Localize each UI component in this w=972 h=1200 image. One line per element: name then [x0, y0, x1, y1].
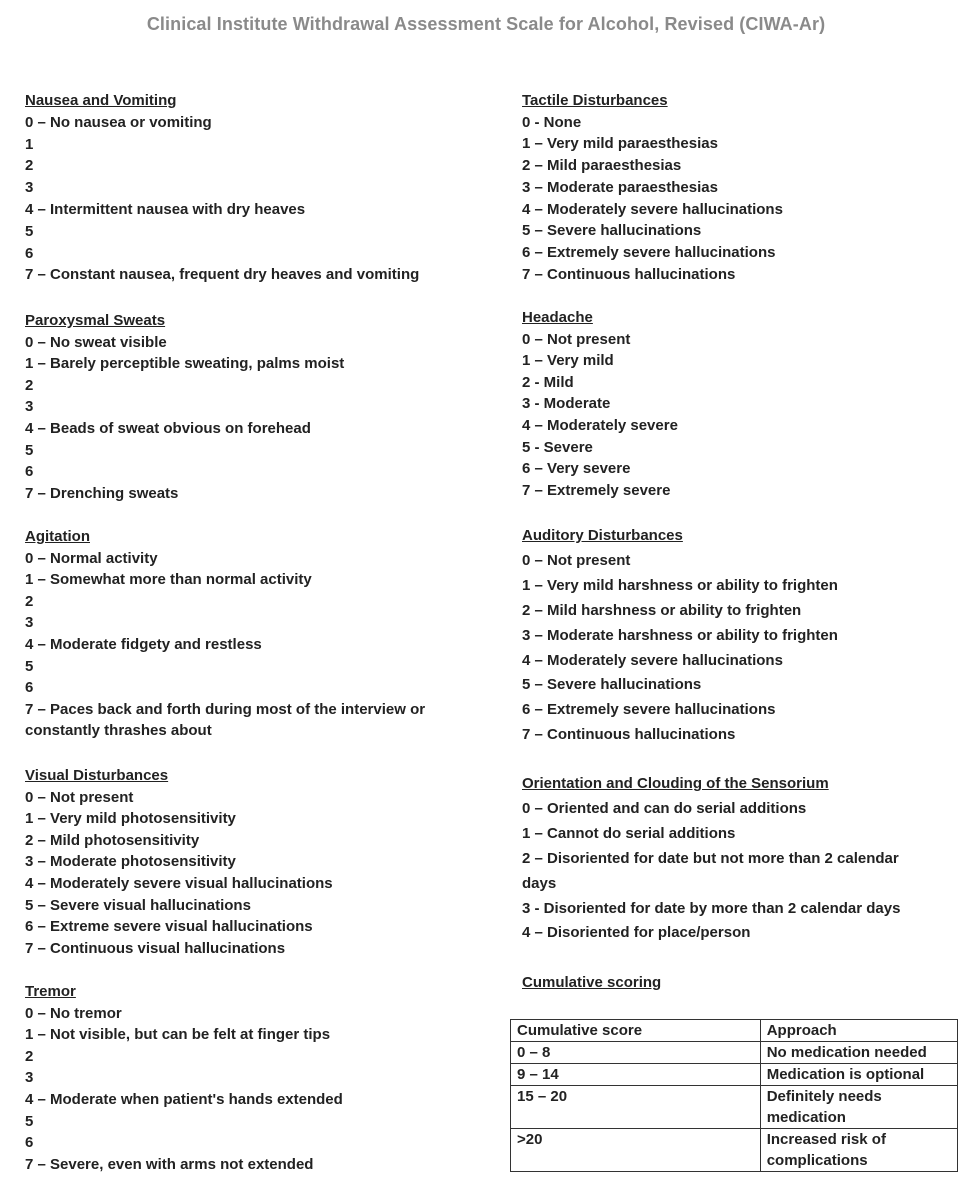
score-item: 0 – Not present: [522, 330, 631, 348]
section-heading: Headache: [522, 309, 593, 326]
table-row: [511, 1064, 958, 1086]
score-item: 7 – Paces back and forth during most of the interview or: [25, 700, 426, 718]
score-item: 7 – Continuous visual hallucinations: [25, 939, 286, 957]
table-cell: >20: [511, 1129, 761, 1172]
score-item: 3: [25, 179, 34, 197]
score-item: 5: [25, 441, 34, 459]
score-item: 7 – Severe, even with arms not extended: [25, 1155, 314, 1173]
section-heading: Visual Disturbances: [25, 767, 169, 784]
score-item: 2 – Mild photosensitivity: [25, 831, 200, 849]
section-heading: Auditory Disturbances: [522, 527, 683, 544]
cumulative-score-table: [510, 1019, 958, 1172]
score-item: 6 – Extreme severe visual hallucinations: [25, 918, 313, 936]
score-item: 5 – Severe hallucinations: [522, 222, 702, 240]
score-item: 1 – Not visible, but can be felt at finger tips: [25, 1026, 331, 1044]
score-item: 1 – Cannot do serial additions: [522, 824, 736, 842]
section-nausea-and-vomiting: [25, 90, 419, 286]
section-cumulative-scoring: [522, 972, 661, 994]
score-item: 0 – Not present: [25, 788, 134, 806]
score-item: 0 – Not present: [522, 551, 631, 569]
score-item: 5 – Severe visual hallucinations: [25, 896, 251, 914]
score-item: 4 – Intermittent nausea with dry heaves: [25, 200, 306, 218]
section-auditory-disturbances: [522, 524, 838, 748]
score-item: 0 – Normal activity: [25, 549, 158, 567]
score-item: 6: [25, 679, 34, 697]
score-item: 4 – Moderately severe hallucinations: [522, 651, 783, 669]
score-item: 2 – Mild harshness or ability to frighten: [522, 601, 802, 619]
table-cell: Medication is optional: [760, 1064, 957, 1086]
score-item: 3 – Moderate harshness or ability to frighten: [522, 626, 838, 644]
score-item: 3 – Moderate photosensitivity: [25, 853, 236, 871]
score-item: 1: [25, 135, 34, 153]
score-item: 2: [25, 592, 34, 610]
section-heading: Tremor: [25, 983, 76, 1000]
score-item: 3 - Disoriented for date by more than 2 calendar days: [522, 899, 901, 917]
score-item: 0 – No nausea or vomiting: [25, 113, 212, 131]
section-paroxysmal-sweats: [25, 310, 344, 504]
score-item: days: [522, 874, 557, 892]
score-item: 4 – Moderate fidgety and restless: [25, 635, 262, 653]
score-item: 4 – Moderately severe visual hallucinations: [25, 874, 333, 892]
section-heading: Agitation: [25, 528, 90, 545]
table-header-cell: Cumulative score: [511, 1020, 761, 1042]
table-cell: Definitely needs medication: [760, 1086, 957, 1129]
table-row: [511, 1129, 958, 1172]
score-item: 1 – Very mild: [522, 352, 614, 370]
score-item: 5: [25, 222, 34, 240]
section-tremor: [25, 981, 343, 1175]
score-item: constantly thrashes about: [25, 722, 212, 740]
section-heading: Cumulative scoring: [522, 974, 662, 991]
table-row: [511, 1086, 958, 1129]
score-item: 6 – Extremely severe hallucinations: [522, 701, 776, 719]
score-item: 3: [25, 398, 34, 416]
score-item: 0 – Oriented and can do serial additions: [522, 799, 807, 817]
section-visual-disturbances: [25, 765, 333, 959]
table-header-cell: Approach: [760, 1020, 957, 1042]
score-item: 1 – Very mild photosensitivity: [25, 810, 236, 828]
score-item: 5 – Severe hallucinations: [522, 676, 702, 694]
score-item: 7 – Continuous hallucinations: [522, 265, 736, 283]
score-item: 2 – Disoriented for date but not more than 2 calendar: [522, 849, 899, 867]
section-heading: Paroxysmal Sweats: [25, 312, 166, 329]
score-item: 7 – Extremely severe: [522, 481, 671, 499]
section-heading: Tactile Disturbances: [522, 92, 668, 109]
score-item: 2 - Mild: [522, 373, 574, 391]
score-item: 7 – Drenching sweats: [25, 484, 179, 502]
score-item: 6 – Extremely severe hallucinations: [522, 243, 776, 261]
score-item: 1 – Somewhat more than normal activity: [25, 571, 312, 589]
section-heading: Orientation and Clouding of the Sensorium: [522, 775, 829, 792]
table-cell: 9 – 14: [511, 1064, 761, 1086]
score-item: 0 – No tremor: [25, 1004, 122, 1022]
score-item: 5 - Severe: [522, 438, 593, 456]
score-item: 0 - None: [522, 113, 582, 131]
score-item: 6: [25, 1134, 34, 1152]
score-item: 1 – Very mild harshness or ability to frighten: [522, 576, 838, 594]
score-item: 1 – Very mild paraesthesias: [522, 135, 718, 153]
score-item: 4 – Moderately severe hallucinations: [522, 200, 783, 218]
score-item: 3: [25, 614, 34, 632]
section-orientation-and-clouding-of-the-sensorium: [522, 772, 900, 946]
score-item: 1 – Barely perceptible sweating, palms moist: [25, 355, 345, 373]
score-item: 3: [25, 1069, 34, 1087]
section-headache: [522, 307, 678, 501]
table-cell: 0 – 8: [511, 1042, 761, 1064]
table-header-row: [511, 1020, 958, 1042]
score-item: 5: [25, 657, 34, 675]
score-item: 7 – Constant nausea, frequent dry heaves and vomiting: [25, 266, 420, 284]
section-tactile-disturbances: [522, 90, 783, 285]
score-item: 2: [25, 376, 34, 394]
score-item: 4 – Beads of sweat obvious on forehead: [25, 419, 311, 437]
score-item: 4 – Moderate when patient's hands extended: [25, 1090, 343, 1108]
score-item: 6: [25, 463, 34, 481]
score-item: 7 – Continuous hallucinations: [522, 726, 736, 744]
section-heading: Nausea and Vomiting: [25, 92, 177, 109]
section-agitation: [25, 526, 425, 742]
score-item: 3 – Moderate paraesthesias: [522, 178, 718, 196]
score-item: 2: [25, 157, 34, 175]
score-item: 6 – Very severe: [522, 460, 631, 478]
score-item: 3 - Moderate: [522, 395, 611, 413]
table-row: [511, 1042, 958, 1064]
score-item: 2: [25, 1047, 34, 1065]
score-item: 2 – Mild paraesthesias: [522, 157, 682, 175]
table-cell: No medication needed: [760, 1042, 957, 1064]
score-item: 5: [25, 1112, 34, 1130]
table-cell: 15 – 20: [511, 1086, 761, 1129]
table-cell: Increased risk of complications: [760, 1129, 957, 1172]
score-item: 6: [25, 244, 34, 262]
score-item: 4 – Moderately severe: [522, 416, 678, 434]
score-item: 0 – No sweat visible: [25, 333, 167, 351]
score-item: 4 – Disoriented for place/person: [522, 924, 751, 942]
document-title: Clinical Institute Withdrawal Assessment Scale for Alcohol, Revised (CIWA-Ar): [146, 14, 826, 34]
